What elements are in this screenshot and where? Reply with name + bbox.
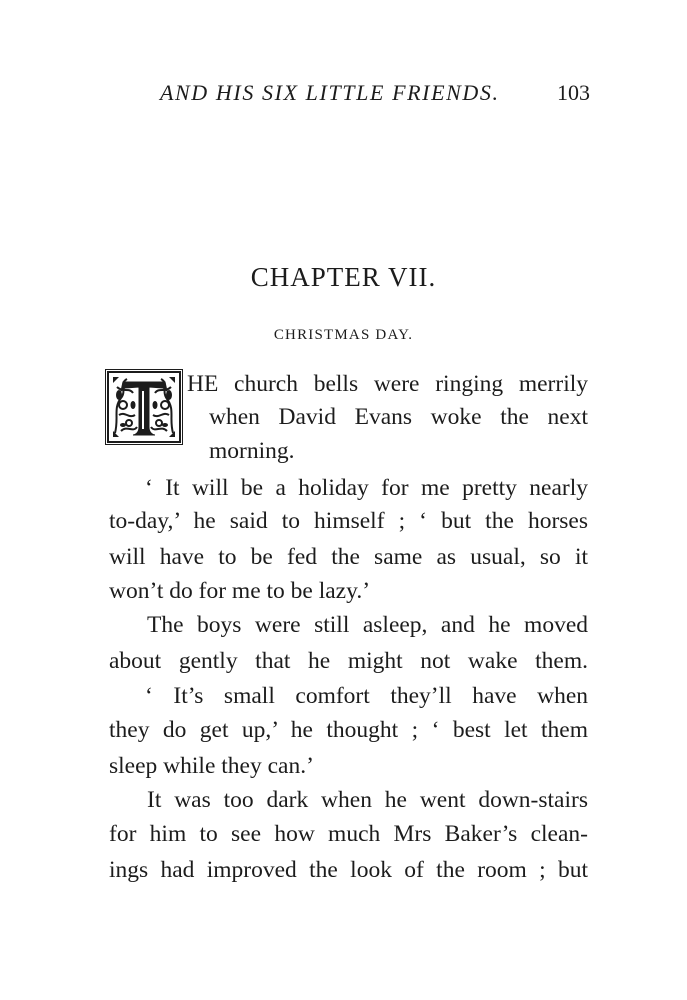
text-line: sleep while they can.’ (109, 753, 314, 779)
text-line: It was too dark when he went down-stairs (147, 787, 588, 813)
text-line: ings had improved the look of the room ; but (109, 857, 588, 883)
text-line: morning. (209, 438, 295, 464)
ornate-initial-T-icon (107, 371, 181, 443)
text-line: about gently that he might not wake them. (109, 648, 588, 674)
text-line: ‘ It’s small comfort they’ll have when (145, 683, 588, 709)
text-line: they do get up,’ he thought ; ‘ best let them (109, 717, 588, 743)
chapter-subtitle: CHRISTMAS DAY. (273, 327, 414, 343)
text-line: when David Evans woke the next (209, 404, 588, 430)
running-head (160, 80, 590, 110)
page-number: 103 (557, 80, 590, 105)
text-line: to-day,’ he said to himself ; ‘ but the horses (109, 508, 588, 534)
text-line: HE church bells were ringing merrily (187, 371, 588, 397)
text-line: ‘ It will be a holiday for me pretty nearly (145, 475, 588, 501)
text-line: will have to be fed the same as usual, so it (109, 544, 588, 570)
text-line: The boys were still asleep, and he moved (147, 612, 588, 638)
text-line: for him to see how much Mrs Baker’s clean- (109, 821, 588, 847)
running-title: AND HIS SIX LITTLE FRIENDS. (160, 80, 500, 105)
text-line: won’t do for me to be lazy.’ (109, 578, 371, 604)
chapter-title: CHAPTER VII. (250, 262, 437, 292)
